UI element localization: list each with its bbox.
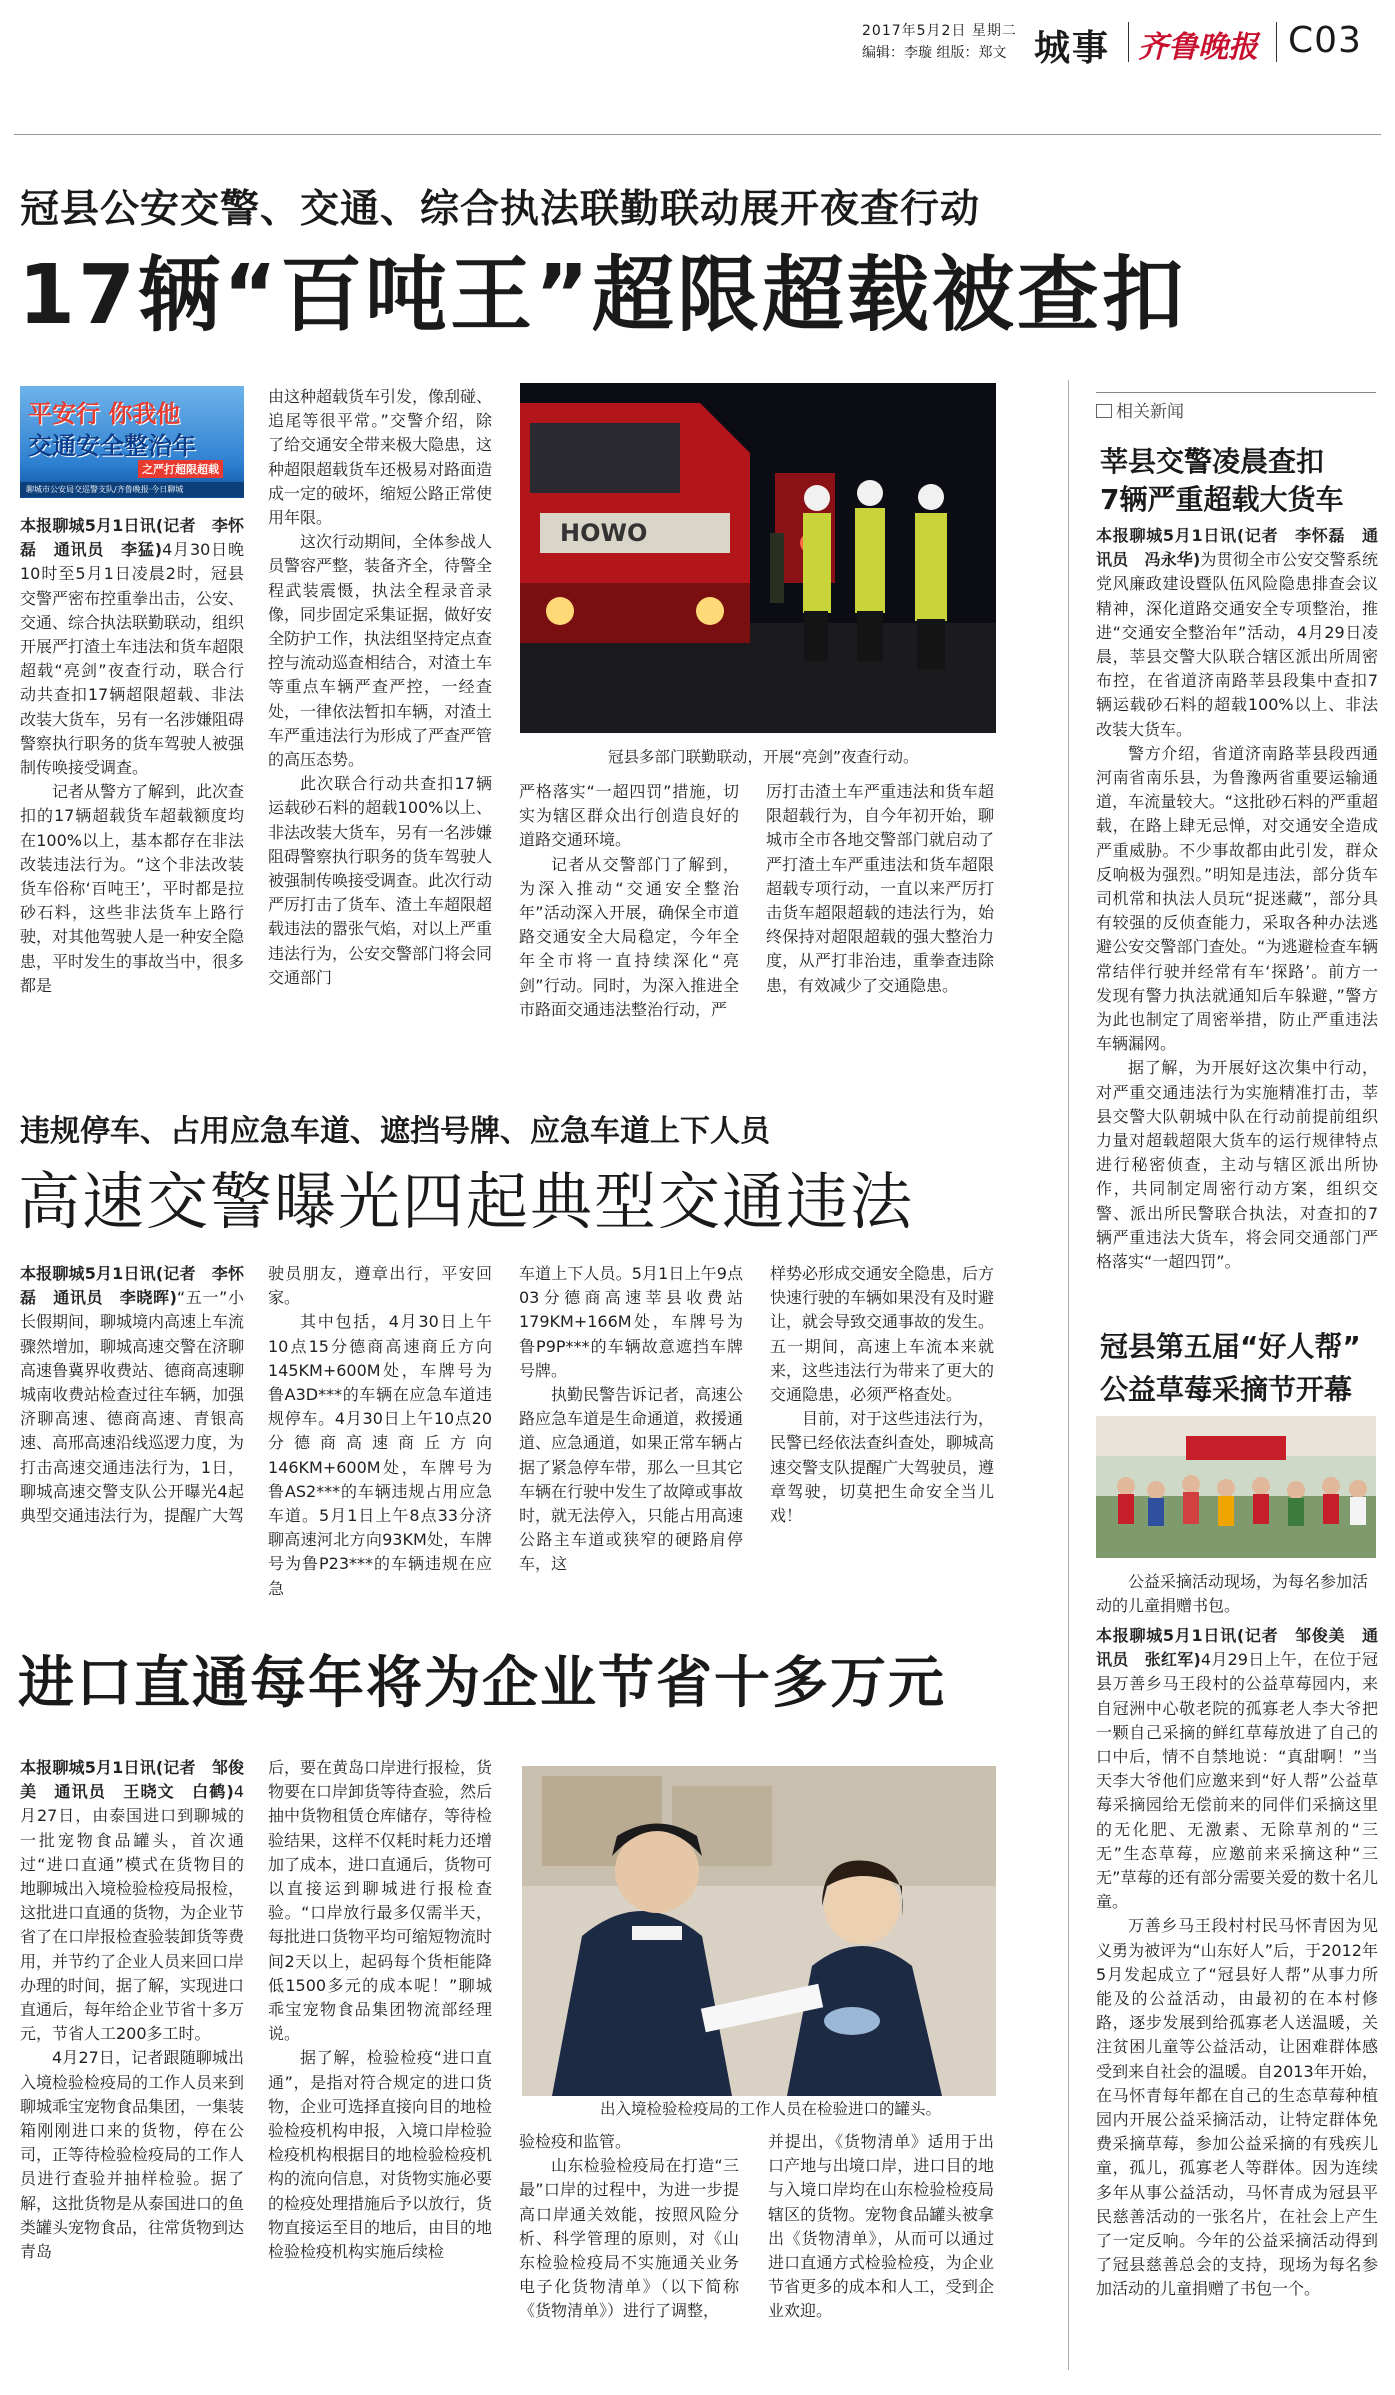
story3-col2b: 据了解，检验检疫“进口直通”，是指对符合规定的进口货物，企业可选择直接向目的地检验检疫机构申报，入境口岸检验检疫机构根据目的地检验检疫机构的流向信息，对货物实施必要的检疫处理措施后予以放行，货物直接运至目的地后，由目的地检验检疫机构实施后续检 — [268, 2048, 493, 2262]
sidebar-a-headline2: 7辆严重超载大货车 — [1100, 483, 1344, 516]
sidebar-b-p1: 4月29日上午，在位于冠县万善乡马王段村的公益草莓园内，来自冠洲中心敬老院的孤寡老人李大爷把一颗自己采摘的鲜红草莓放进了自己的口中后，情不自禁地说：“真甜啊！”当天李大爷他们应邀来到“好人帮”公益草莓采摘园给无偿前来的同伴们采摘这里的无化肥、无激素、无除草剂的“三无”生态草莓，应邀前来采摘这种“三无”草莓的还有部分需要关爱的数十名儿童。 — [1096, 1650, 1378, 1912]
banner-badge: 之严打超限超载 — [138, 460, 223, 478]
story1-kicker: 冠县公安交警、交通、综合执法联勤联动展开夜查行动 — [20, 187, 981, 232]
story1-col3b: 记者从交警部门了解到，为深入推动“交通安全整治年”活动深入开展，确保全市道路交通安全大局稳定，今年全年全市将一直持续深化“亮剑”行动。同时，为深入推进全市路面交通违法整治行动，严 — [519, 854, 739, 1019]
story3-col4-text: 并提出，《货物清单》适用于出口产地与出境口岸，进口目的地与入境口岸均在山东检验检疫局辖区的货物。宠物食品罐头被拿出《货物清单》，从而可以通过进口直通方式检验检疫，为企业节省更多的成本和人工，受到企业欢迎。 — [768, 2132, 994, 2321]
story3-col3b: 山东检验检疫局在打造“三最”口岸的过程中，为进一步提高口岸通关效能，按照风险分析、科学管理的原则，对《山东检验检疫局不实施通关业务电子化货物清单》（以下简称《货物清单》）进行了调整， — [519, 2156, 739, 2321]
story3-col3-text: 验检疫和监管。 — [519, 2132, 632, 2151]
story1-col1b: 记者从警方了解到，此次查扣的17辆超载货车超载额度均在100%以上，基本都存在非法改装违法行为。“这个非法改装货车俗称‘百吨王’，平时都是拉砂石料，这些非法货车上路行驶，对其他驾驶人是一种安全隐患，平时发生的事故当中，很多都是 — [20, 782, 245, 995]
story1-col3 — [519, 780, 739, 1022]
story2-col3 — [519, 1262, 743, 1577]
story1-col2-text: 由这种超载货车引发，像刮碰、追尾等很平常。”交警介绍，除了给交通安全带来极大隐患，这种超限超载货车还极易对路面造成一定的破坏，缩短公路正常使用年限。 — [268, 387, 493, 528]
story1-col1 — [20, 514, 244, 998]
sidebar-b-headline2: 公益草莓采摘节开幕 — [1100, 1373, 1353, 1406]
story3-col1b: 4月27日，记者跟随聊城出入境检验检疫局的工作人员来到聊城乖宝宠物食品集团，一集装箱刚刚进口来的货物，停在公司，正等待检验检疫局的工作人员进行查验并抽样检验。据了解，这批货物是从泰国进口的鱼类罐头宠物食品，往常货物到达青岛 — [20, 2048, 245, 2262]
story2-col2-text: 驶员朋友，遵章出行，平安回家。 — [268, 1264, 492, 1308]
strawberry-photo-caption: 公益采摘活动现场，为每名参加活动的儿童捐赠书包。 — [1096, 1572, 1369, 1615]
sidebar-divider — [1068, 380, 1069, 2370]
story3-col3 — [519, 2130, 739, 2324]
story2-col2 — [268, 1262, 492, 1601]
sidebar-b-body — [1096, 1624, 1378, 2302]
sidebar-b-dateline: 本报聊城5月1日讯(记者 邹俊美 通讯员 张红军) — [1096, 1626, 1378, 1670]
story3-col4 — [768, 2130, 994, 2324]
svg-text:HOWO: HOWO — [560, 519, 648, 547]
sidebar-b-headline1: 冠县第五届“好人帮” — [1100, 1330, 1361, 1363]
story2-col4-text: 样势必形成交通安全隐患，后方快速行驶的车辆如果没有及时避让，就会导致交通事故的发生。五一期间，高速上车流本来就来，这些违法行为带来了更大的交通隐患，必须严格查处。 — [770, 1264, 995, 1405]
related-news-icon — [1096, 404, 1112, 418]
inspection-photo-caption: 出入境检验检疫局的工作人员在检验进口的罐头。 — [600, 2100, 942, 2118]
story3-col1 — [20, 1756, 244, 2264]
sidebar-a-p2: 警方介绍，省道济南路莘县段西通河南省南乐县，为鲁豫两省重要运输通道，车流量较大。“这批砂石料的严重超载，在路上肆无忌惮，对交通安全造成严重威胁。不少事故都由此引发，群众反响极为强烈。”明知是违法，部分货车司机常和执法人员玩“捉迷藏”，部分具有较强的反侦查能力，采取各种办法逃避公安交警部门查处。“为逃避检查车辆常结伴行驶并经常有车‘探路’。前方一发现有警力执法就通知后车躲避，”警方为此也制定了周密举措，防止严重违法车辆漏网。 — [1096, 743, 1378, 1054]
story3-col2 — [268, 1756, 492, 2264]
strawberry-event-photo — [1096, 1416, 1376, 1558]
story2-kicker: 违规停车、占用应急车道、遮挡号牌、应急车道上下人员 — [20, 1114, 770, 1149]
story3-dateline: 本报聊城5月1日讯(记者 邹俊美 通讯员 王晓文 白鹤) — [20, 1758, 244, 1802]
story1-col2c: 此次联合行动共查扣17辆运载砂石料的超载100%以上、非法改装大货车，另有一名涉嫌阻碍警察执行职务的货车驾驶人被强制传唤接受调查。此次行动严厉打击了货车、渣土车超限超载违法的嚣张气焰，对以上严重违法行为，公安交警部门将会同交通部门 — [268, 774, 493, 987]
page-date: 2017年5月2日 星期二 — [862, 23, 1017, 39]
story2-col2b: 其中包括，4月30日上午10点15分德商高速商丘方向145KM+600M处，车牌号为鲁A3D***的车辆在应急车道违规停车。4月30日上午10点20分德商高速商丘方向146KM+600M处，车牌号为鲁AS2***的车辆违规占用应急车道。5月1日上午8点33分济聊高速河北方向93KM处，车牌号为鲁P23***的车辆违规在应急 — [268, 1312, 492, 1598]
story1-dateline: 本报聊城5月1日讯(记者 李怀磊 通讯员 李猛) — [20, 516, 244, 560]
story3-headline: 进口直通每年将为企业节省十多万元 — [18, 1651, 946, 1716]
story1-col1-text: 4月30日晚10时至5月1日凌晨2时，冠县交警严密布控重拳出击，公安、交通、综合执法联勤联动，组织开展严打渣土车违法和货车超限超载“亮剑”夜查行动，联合行动共查扣17辆超限超载、非法改装大货车，另有一名涉嫌阻碍警察执行职务的货车驾驶人被强制传唤接受调查。 — [20, 540, 245, 778]
story2-col4b: 目前，对于这些违法行为，民警已经依法查纠查处，聊城高速交警支队提醒广大驾驶员，遵章驾驶，切莫把生命安全当儿戏！ — [770, 1409, 995, 1526]
night-photo-caption: 冠县多部门联勤联动，开展“亮剑”夜查行动。 — [608, 748, 919, 766]
story2-col4 — [770, 1262, 994, 1528]
inspection-photo — [522, 1766, 996, 2096]
story1-col3-text: 严格落实“一超四罚”措施，切实为辖区群众出行创造良好的道路交通环境。 — [519, 782, 739, 850]
page-number: C03 — [1288, 20, 1362, 61]
story1-col4 — [766, 780, 994, 998]
sidebar-a-p3: 据了解，为开展好这次集中行动，对严重交通违法行为实施精准打击，莘县交警大队朝城中队在行动前提前组织力量对超载超限大货车的运行规律特点进行秘密侦查，主动与辖区派出所协作，共同制定周密行动方案，组织交警、派出所民警联合执法，对查扣的7辆严重违法大货车，将会同交通部门严格落实“一超四罚”。 — [1096, 1058, 1378, 1272]
story1-headline: 17辆“百吨王”超限超载被查扣 — [18, 248, 1187, 343]
sidebar-a-dateline: 本报聊城5月1日讯(记者 李怀磊 通讯员 冯永华) — [1096, 526, 1378, 570]
related-news-label — [1096, 392, 1376, 422]
sidebar-a-headline1: 莘县交警凌晨查扣 — [1100, 445, 1325, 478]
story3-col2-text: 后，要在黄岛口岸进行报检，货物要在口岸卸货等待查验，然后抽中货物租赁仓库储存，等待检验结果，这样不仅耗时耗力还增加了成本，进口直通后，货物可以直接运到聊城进行报检查验。“口岸放行最多仅需半天，每批进口货物平均可缩短物流时间2天以上，起码每个货柜能降低1500多元的成本呢！”聊城乖宝宠物食品集团物流部经理说。 — [268, 1758, 493, 2044]
sidebar-a-body — [1096, 524, 1378, 1274]
sidebar-b-p2: 万善乡马王段村村民马怀青因为见义勇为被评为“山东好人”后，于2012年5月发起成立了“冠县好人帮”从事力所能及的公益活动，由最初的在本村修路，逐步发展到给孤寡老人送温暖，关注贫困儿童等公益活动，让困难群体感受到来自社会的温暖。自2013年开始，在马怀青每年都在自己的生态草莓种植园内开展公益采摘活动，让特定群体免费采摘草莓，参加公益采摘的有残疾儿童，孤儿，孤寡老人等群体。因为连续多年从事公益活动，马怀青成为冠县平民慈善活动的一张名片，在社会上产生了一定反响。今年的公益采摘活动得到了冠县慈善总会的支持，现场为每名参加活动的儿童捐赠了书包一个。 — [1096, 1916, 1378, 2299]
editors-line: 编辑：李璇 组版：郑文 — [862, 45, 1007, 61]
story2-col3-text: 车道上下人员。5月1日上午9点03分德商高速莘县收费站179KM+166M处，车牌号为鲁P9P***的车辆故意遮挡车牌号牌。 — [519, 1264, 743, 1380]
paper-logo: 齐鲁晚报 — [1138, 30, 1258, 65]
campaign-banner — [20, 386, 244, 498]
banner-line1: 平安行 你我他 — [28, 400, 181, 428]
header-divider — [1128, 22, 1129, 62]
night-inspection-photo — [520, 383, 996, 733]
story3-col1-text: 4月27日，由泰国进口到聊城的一批宠物食品罐头，首次通过“进口直通”模式在货物目的地聊城出入境检验检疫局报检，这批进口直通的货物，为企业节省了在口岸报检查验装卸货等费用，并节约了企业人员来回口岸办理的时间，据了解，实现进口直通后，每年给企业节省十多万元，节省人工200多工时。 — [20, 1782, 245, 2044]
story2-headline: 高速交警曝光四起典型交通违法 — [18, 1165, 915, 1238]
story1-col4-text: 厉打击渣土车严重违法和货车超限超载行为，自今年初开始，聊城市全市各地交警部门就启动了严打渣土车严重违法和货车超限超载专项行动，一直以来严厉打击货车超限超载的违法行为，始终保持对超限超载的强大整治力度，从严打非治违，重拳查违除患，有效减少了交通隐患。 — [766, 782, 994, 995]
header-rule — [14, 134, 1381, 135]
story2-col3b: 执勤民警告诉记者，高速公路应急车道是生命通道，救援通道、应急通道，如果正常车辆占据了紧急停车带，那么一旦其它车辆在行驶中发生了故障或事故时，就无法停入，只能占用高速公路主车道或狭窄的硬路肩停车，这 — [519, 1385, 744, 1574]
story1-col2b: 这次行动期间，全体参战人员警容严整，装备齐全，待警全程武装震慑，执法全程录音录像，同步固定采集证据，做好安全防护工作，执法组坚持定点查控与流动巡查相结合，对渣土车等重点车辆严查严控，一经查处，一律依法暂扣车辆，对渣土车严重违法行为形成了严查严管的高压态势。 — [268, 532, 493, 770]
related-news-text: 相关新闻 — [1116, 402, 1184, 422]
sidebar-a-p1: 为贯彻全市公安交警系统党风廉政建设暨队伍风险隐患排查会议精神，深化道路交通安全专项整治，推进“交通安全整治年”活动，4月29日凌晨，莘县交警大队联合辖区派出所周密布控，在省道济南路莘县段集中查扣7辆运载砂石料的超载100%以上、非法改装大货车。 — [1096, 550, 1378, 739]
story2-col1 — [20, 1262, 244, 1528]
section-name: 城事 — [1034, 28, 1111, 69]
story2-col1-text: “五一”小长假期间，聊城境内高速上车流骤然增加，聊城高速交警在济聊高速鲁冀界收费站、德商高速聊城南收费站检查过往车辆，加强济聊高速、德商高速、青银高速、高邢高速沿线巡逻力度，为打击高速交通违法行为，1日，聊城高速交警支队公开曝光4起典型交通违法行为，提醒广大驾 — [20, 1288, 245, 1526]
story2-dateline: 本报聊城5月1日讯(记者 李怀磊 通讯员 李晓晖) — [20, 1264, 244, 1308]
story1-col2 — [268, 385, 492, 990]
banner-footer: 聊城市公安局交巡警支队/齐鲁晚报·今日聊城 — [20, 482, 244, 497]
banner-line2: 交通安全整治年 — [28, 432, 196, 460]
header-divider-2 — [1276, 22, 1277, 62]
